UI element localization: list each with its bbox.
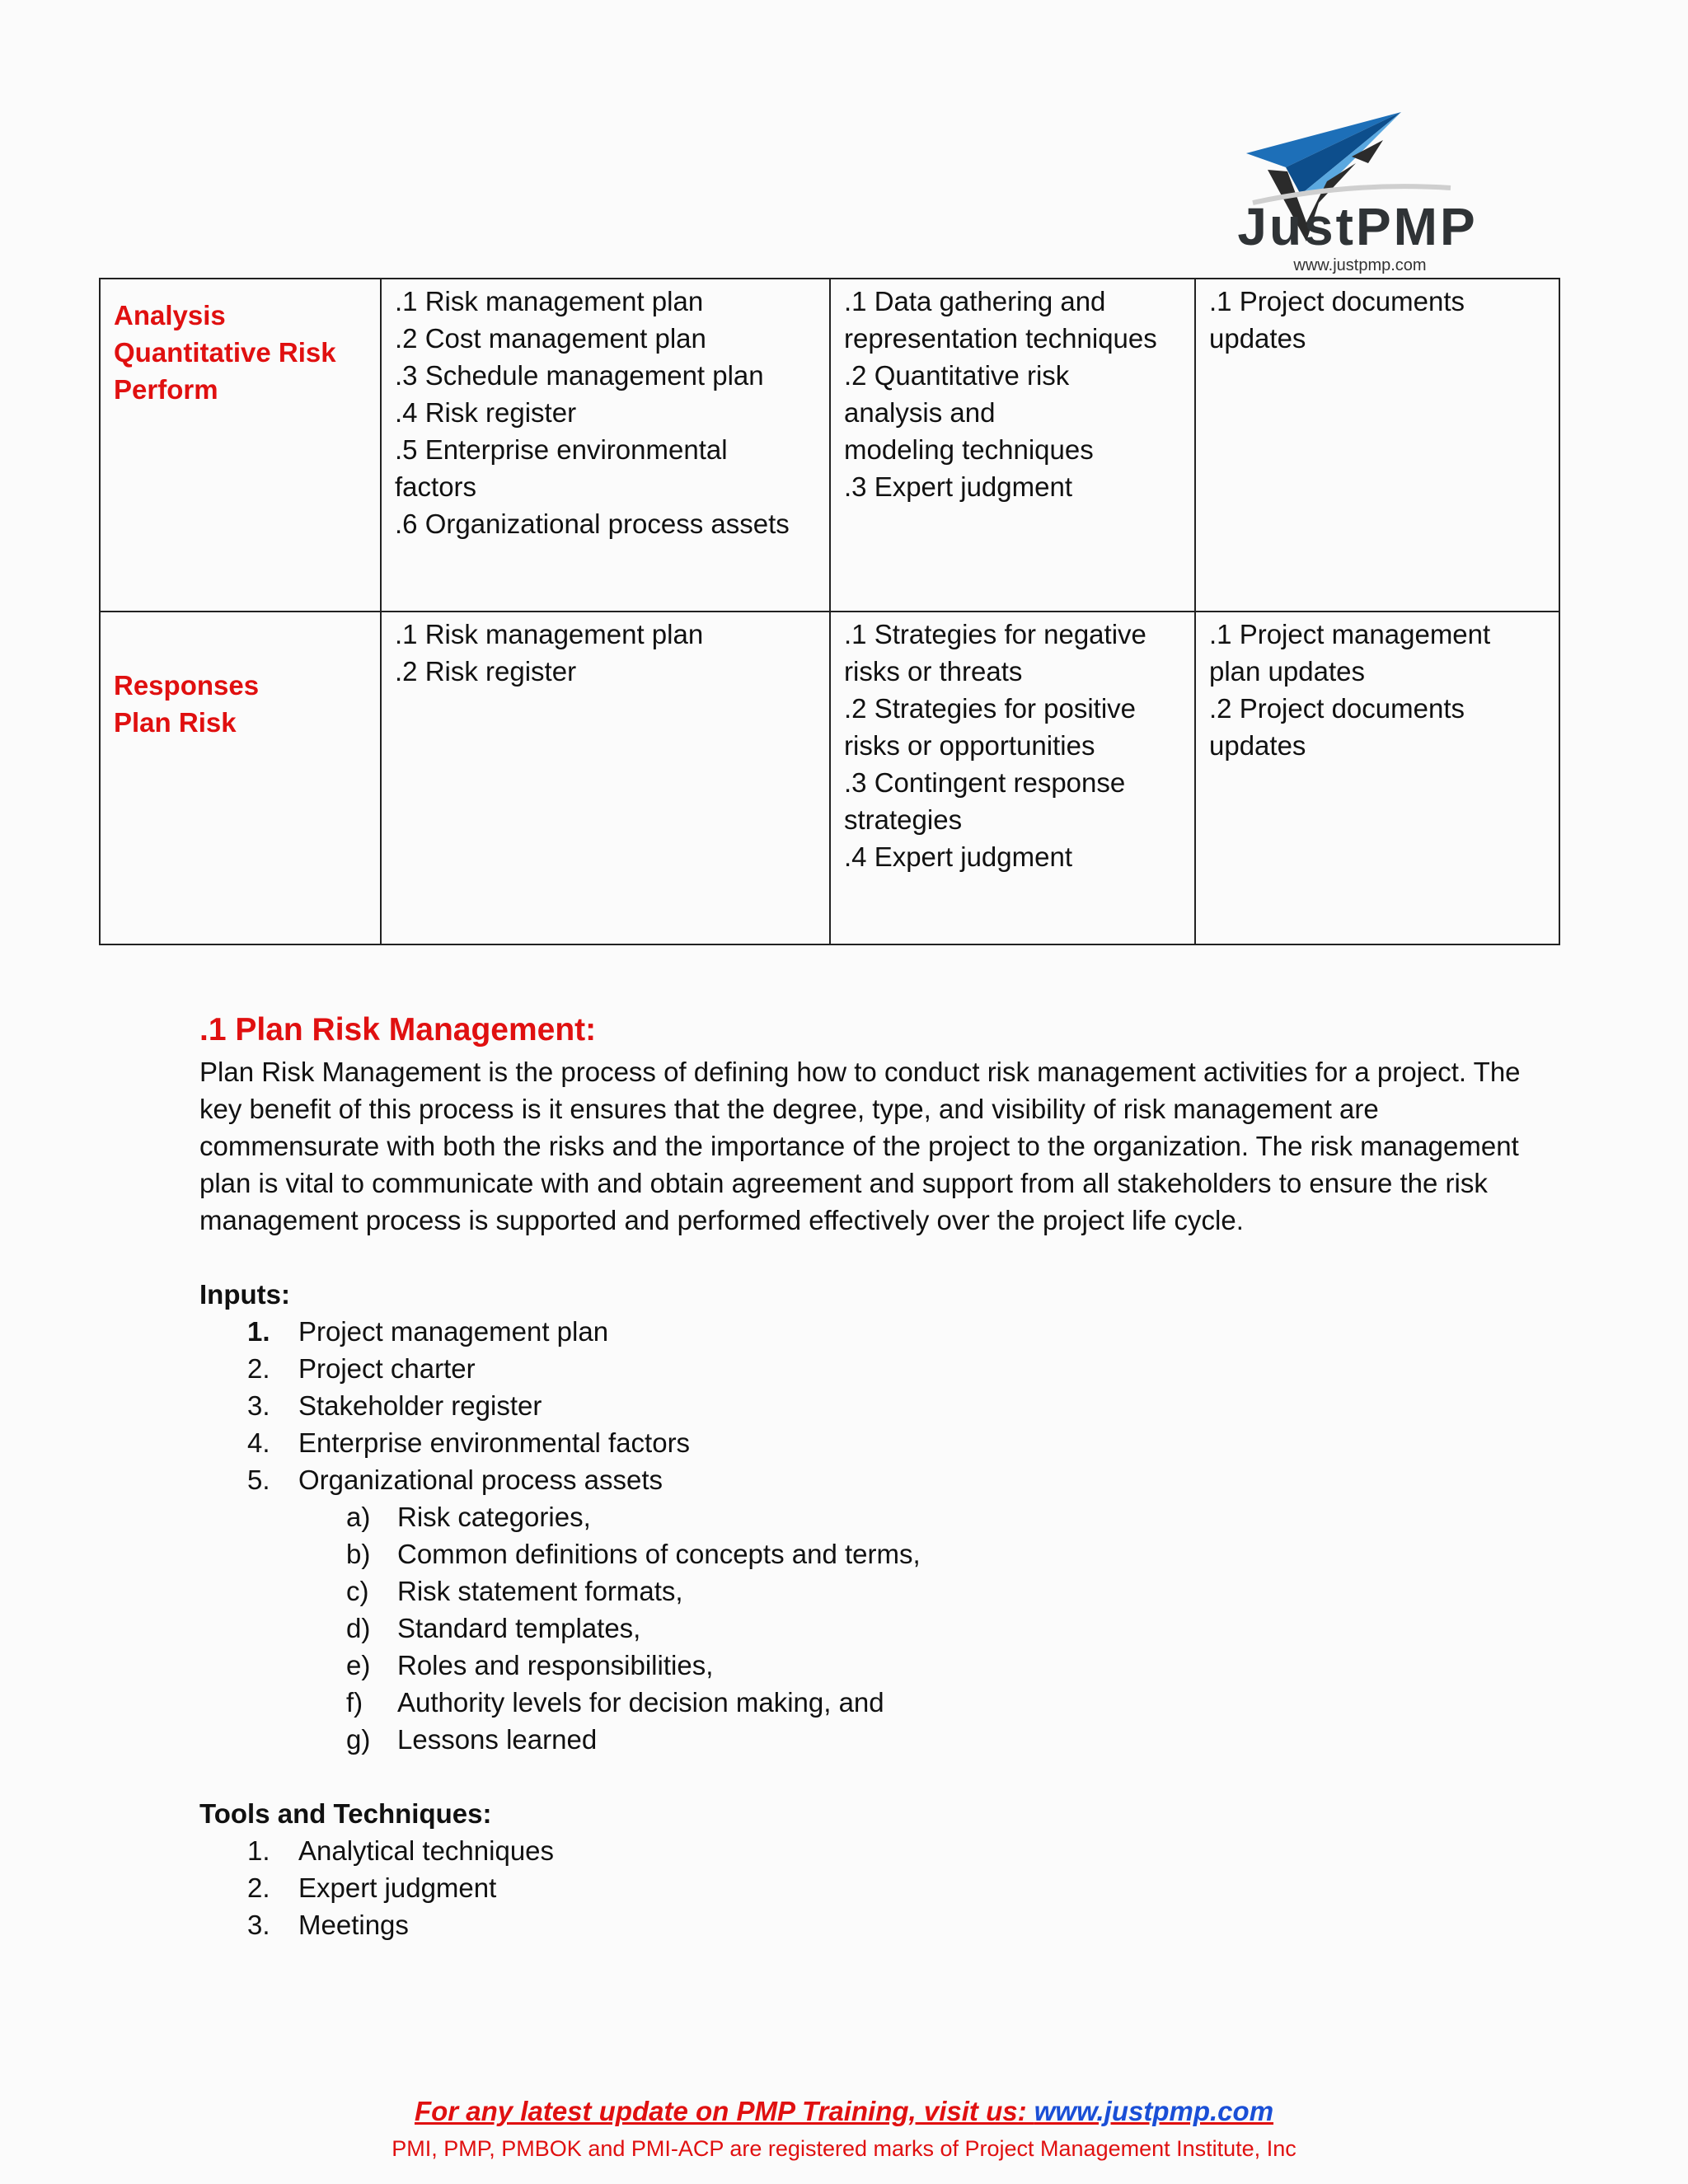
inputs-heading: Inputs: [199,1279,290,1310]
output-item: .1 Project documents [1209,286,1465,316]
process-name-line: Responses [114,670,260,701]
tool-item: modeling techniques [844,434,1094,465]
tool-item: risks or threats [844,656,1023,687]
list-text: Authority levels for decision making, and [397,1687,884,1718]
list-text: Risk statement formats, [397,1576,683,1606]
tools-heading: Tools and Techniques: [199,1798,492,1829]
list-text: Meetings [298,1910,409,1940]
footer-trademark: PMI, PMP, PMBOK and PMI-ACP are registered marks of Project Management Institute, Inc [392,2136,1296,2161]
input-item: .2 Risk register [395,656,577,687]
list-letter: c) [346,1576,369,1606]
input-item: .6 Organizational process assets [395,509,790,539]
list-number: 3. [247,1390,270,1421]
list-text: Common definitions of concepts and terms, [397,1539,921,1569]
inputs-cell [381,279,830,612]
table-row [100,612,1559,944]
list-number: 5. [247,1465,270,1495]
tool-item: analysis and [844,397,996,428]
list-item [247,1387,1535,1424]
input-item: .1 Risk management plan [395,619,704,649]
list-text: Enterprise environmental factors [298,1427,691,1458]
process-name-line: Quantitative Risk [114,337,336,368]
list-item [346,1498,1535,1535]
list-letter: b) [346,1539,371,1569]
logo-url: www.justpmp.com [1293,256,1427,274]
list-letter: f) [346,1687,363,1718]
process-table [99,278,1560,945]
list-text: Organizational process assets [298,1465,663,1495]
list-item [346,1721,1535,1758]
outputs-cell [1195,279,1559,612]
list-letter: g) [346,1724,371,1755]
table-row [100,279,1559,612]
footer-promo-text: For any latest update on PMP Training, visit us: [414,2096,1034,2126]
footer-promo [0,2096,1688,2127]
list-letter: a) [346,1502,371,1532]
list-letter: e) [346,1650,371,1680]
output-item: plan updates [1209,656,1365,687]
list-item [346,1647,1535,1684]
output-item: updates [1209,323,1306,354]
output-item: .2 Project documents [1209,693,1465,724]
tools-list [199,1832,1535,1943]
list-text: Lessons learned [397,1724,598,1755]
section-paragraph: Plan Risk Management is the process of defining how to conduct risk management activities for a project. The key benefit of this process is it ensures that the degree, type, and visibility of risk management are commensurate with both the risks and the importance of the project to the organization. The risk management plan is vital to communicate with and obtain agreement and support from all stakeholders to ensure the risk management process is supported and performed effectively over the project life cycle. [199,1057,1521,1235]
process-name-line: Analysis [114,300,226,330]
input-item: .5 Enterprise environmental [395,434,728,465]
list-text: Expert judgment [298,1872,497,1903]
tool-item: .1 Data gathering and [844,286,1106,316]
inputs-cell [381,612,830,944]
output-item: .1 Project management [1209,619,1491,649]
tool-item: .1 Strategies for negative [844,619,1146,649]
list-number: 4. [247,1427,270,1458]
tools-cell [830,279,1195,612]
tool-item: .3 Expert judgment [844,471,1072,502]
list-item [247,1313,1535,1350]
process-name-line: Plan Risk [114,707,237,738]
list-text: Roles and responsibilities, [397,1650,714,1680]
list-item [247,1424,1535,1461]
process-name-line: Perform [114,374,218,405]
list-text: Project charter [298,1353,476,1384]
list-number: 1. [247,1835,270,1866]
tool-item: strategies [844,804,963,835]
list-text: Standard templates, [397,1613,641,1643]
list-item [247,1906,1535,1943]
section-heading: .1 Plan Risk Management: [199,1012,597,1047]
tool-item: .2 Quantitative risk [844,360,1070,391]
tool-item: risks or opportunities [844,730,1095,761]
section-content [199,1007,1535,1943]
list-number: 2. [247,1353,270,1384]
list-item [346,1684,1535,1721]
outputs-cell [1195,612,1559,944]
list-item [346,1572,1535,1610]
list-text: Analytical techniques [298,1835,555,1866]
input-item: .2 Cost management plan [395,323,706,354]
logo-wordmark: JustPMP [1237,197,1478,256]
output-item: updates [1209,730,1306,761]
tools-cell [830,612,1195,944]
process-name-cell [100,279,381,612]
list-text: Stakeholder register [298,1390,542,1421]
input-item: .1 Risk management plan [395,286,704,316]
list-item [346,1610,1535,1647]
list-item [247,1461,1535,1498]
list-number: 1. [247,1316,270,1347]
list-letter: d) [346,1613,371,1643]
list-item [247,1869,1535,1906]
list-item [247,1350,1535,1387]
input-item: .3 Schedule management plan [395,360,764,391]
tool-item: .4 Expert judgment [844,841,1072,872]
tool-item: representation techniques [844,323,1157,354]
list-text: Project management plan [298,1316,609,1347]
inputs-list [199,1313,1535,1498]
list-number: 2. [247,1872,270,1903]
tool-item: .2 Strategies for positive [844,693,1137,724]
list-item [247,1832,1535,1869]
input-item: .4 Risk register [395,397,577,428]
list-item [346,1535,1535,1572]
list-text: Risk categories, [397,1502,591,1532]
list-number: 3. [247,1910,270,1940]
input-item: factors [395,471,477,502]
footer-link[interactable]: www.justpmp.com [1034,2096,1274,2126]
tool-item: .3 Contingent response [844,767,1126,798]
process-name-cell [100,612,381,944]
opa-list [199,1498,1535,1758]
